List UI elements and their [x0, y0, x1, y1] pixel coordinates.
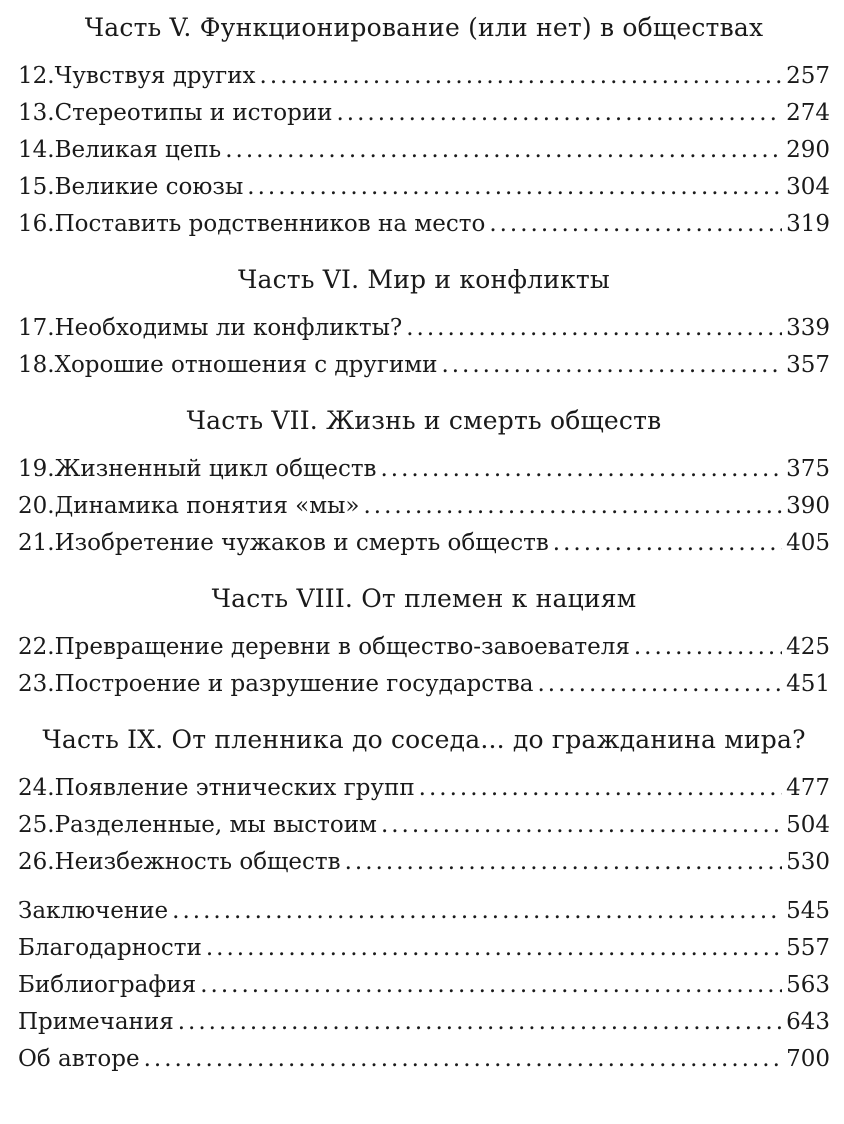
chapter-title: Появление этнических групп: [54, 775, 415, 801]
part-section: [18, 6, 830, 243]
toc-entry[interactable]: [18, 488, 830, 525]
section-title: Библиография: [18, 972, 197, 998]
chapter-number: 14.: [18, 137, 55, 163]
toc-entry[interactable]: [18, 525, 830, 562]
dot-leader: [260, 58, 783, 95]
table-of-contents: [18, 6, 830, 1078]
page-number: 304: [786, 174, 830, 200]
toc-entry[interactable]: [18, 206, 830, 243]
chapter-title: Разделенные, мы выстоим: [54, 812, 377, 838]
chapter-title: Превращение деревни в общество-завоевателя: [54, 634, 630, 660]
chapter-number: 19.: [18, 456, 55, 482]
dot-leader: [381, 807, 782, 844]
page-number: 290: [786, 137, 830, 163]
dot-leader: [200, 967, 782, 1004]
spacer: [18, 562, 830, 577]
toc-entry[interactable]: [18, 629, 830, 666]
toc-entry[interactable]: [18, 1041, 830, 1078]
toc-entry[interactable]: [18, 310, 830, 347]
toc-entry[interactable]: [18, 58, 830, 95]
dot-leader: [381, 451, 783, 488]
dot-leader: [206, 930, 782, 967]
chapter-number: 18.: [18, 352, 55, 378]
dot-leader: [345, 844, 782, 881]
section-title: Заключение: [18, 898, 169, 924]
part-section: [18, 399, 830, 562]
toc-entry[interactable]: [18, 1004, 830, 1041]
section-title: Примечания: [18, 1009, 174, 1035]
toc-entry[interactable]: [18, 169, 830, 206]
back-matter: [18, 893, 830, 1078]
dot-leader: [537, 666, 782, 703]
chapter-number: 20.: [18, 493, 55, 519]
toc-entry[interactable]: [18, 893, 830, 930]
page-number: 563: [786, 972, 830, 998]
toc-entry[interactable]: [18, 95, 830, 132]
chapter-title: Стереотипы и истории: [54, 100, 333, 126]
spacer: [18, 243, 830, 258]
chapter-number: 15.: [18, 174, 55, 200]
chapter-number: 22.: [18, 634, 55, 660]
page-number: 545: [786, 898, 830, 924]
page-number: 643: [786, 1009, 830, 1035]
dot-leader: [144, 1041, 783, 1078]
chapter-number: 17.: [18, 315, 55, 341]
spacer: [18, 703, 830, 718]
dot-leader: [364, 488, 783, 525]
page-number: 451: [786, 671, 830, 697]
page-number: 390: [786, 493, 830, 519]
chapter-title: Жизненный цикл обществ: [54, 456, 377, 482]
page-number: 405: [786, 530, 830, 556]
part-section: [18, 577, 830, 703]
page-number: 504: [786, 812, 830, 838]
chapter-title: Необходимы ли конфликты?: [54, 315, 403, 341]
page-number: 425: [786, 634, 830, 660]
page-number: 339: [786, 315, 830, 341]
page-number: 700: [786, 1046, 830, 1072]
dot-leader: [419, 770, 782, 807]
page-number: 319: [786, 211, 830, 237]
toc-entry[interactable]: [18, 451, 830, 488]
chapter-number: 12.: [18, 63, 55, 89]
chapter-number: 16.: [18, 211, 55, 237]
part-title: Часть V. Функционирование (или нет) в обществах: [84, 13, 764, 42]
toc-entry[interactable]: [18, 770, 830, 807]
page-number: 357: [786, 352, 830, 378]
dot-leader: [634, 629, 782, 666]
chapter-number: 26.: [18, 849, 55, 875]
chapter-title: Чувствуя других: [54, 63, 256, 89]
chapter-title: Изобретение чужаков и смерть обществ: [54, 530, 549, 556]
spacer: [18, 384, 830, 399]
page-number: 375: [786, 456, 830, 482]
part-section: [18, 718, 830, 881]
part-section: [18, 258, 830, 384]
part-title: Часть VI. Мир и конфликты: [237, 265, 611, 294]
page-number: 274: [786, 100, 830, 126]
chapter-number: 25.: [18, 812, 55, 838]
chapter-title: Великая цепь: [54, 137, 222, 163]
chapter-title: Неизбежность обществ: [54, 849, 341, 875]
dot-leader: [337, 95, 783, 132]
toc-entry[interactable]: [18, 132, 830, 169]
dot-leader: [178, 1004, 782, 1041]
section-title: Благодарности: [18, 935, 202, 961]
chapter-number: 23.: [18, 671, 55, 697]
chapter-number: 13.: [18, 100, 55, 126]
part-title: Часть VII. Жизнь и смерть обществ: [186, 406, 662, 435]
dot-leader: [225, 132, 782, 169]
part-title: Часть IX. От пленника до соседа... до гражданина мира?: [42, 725, 806, 754]
part-title: Часть VIII. От племен к нациям: [211, 584, 637, 613]
page-number: 530: [786, 849, 830, 875]
toc-entry[interactable]: [18, 347, 830, 384]
toc-entry[interactable]: [18, 666, 830, 703]
dot-leader: [406, 310, 782, 347]
spacer: [18, 881, 830, 893]
chapter-title: Хорошие отношения с другими: [54, 352, 438, 378]
chapter-number: 21.: [18, 530, 55, 556]
dot-leader: [441, 347, 782, 384]
toc-entry[interactable]: [18, 967, 830, 1004]
chapter-title: Поставить родственников на место: [54, 211, 486, 237]
chapter-title: Построение и разрушение государства: [54, 671, 534, 697]
toc-entry[interactable]: [18, 844, 830, 881]
page-number: 257: [786, 63, 830, 89]
section-title: Об авторе: [18, 1046, 140, 1072]
page-number: 477: [786, 775, 830, 801]
toc-entry[interactable]: [18, 807, 830, 844]
chapter-title: Великие союзы: [54, 174, 244, 200]
dot-leader: [489, 206, 782, 243]
toc-entry[interactable]: [18, 930, 830, 967]
dot-leader: [553, 525, 782, 562]
dot-leader: [172, 893, 782, 930]
page-number: 557: [786, 935, 830, 961]
dot-leader: [247, 169, 782, 206]
chapter-title: Динамика понятия «мы»: [54, 493, 360, 519]
chapter-number: 24.: [18, 775, 55, 801]
